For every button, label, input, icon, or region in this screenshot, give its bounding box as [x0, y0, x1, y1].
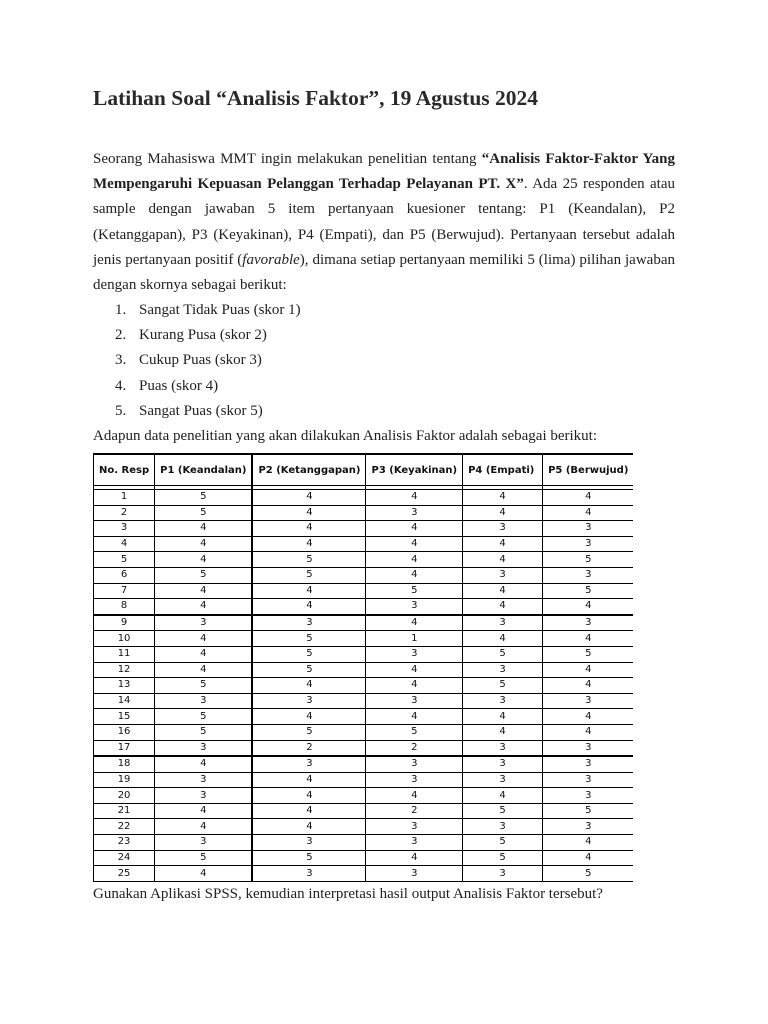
table-cell: 4 [252, 819, 366, 835]
header-no-resp: No. Resp [94, 454, 155, 486]
table-cell: 4 [366, 552, 463, 568]
table-cell: 3 [155, 835, 253, 851]
table-cell: 5 [252, 567, 366, 583]
table-cell: 3 [543, 756, 634, 772]
table-cell: 4 [155, 521, 253, 537]
table-cell: 4 [543, 505, 634, 521]
table-cell: 4 [155, 536, 253, 552]
table-cell: 23 [94, 835, 155, 851]
table-cell: 5 [463, 835, 543, 851]
list-item [115, 399, 301, 424]
table-cell: 3 [366, 505, 463, 521]
table-cell: 4 [463, 583, 543, 599]
header-p1: P1 (Keandalan) [155, 454, 253, 486]
header-p2: P2 (Ketanggapan) [252, 454, 366, 486]
table-cell: 3 [463, 693, 543, 709]
table-cell: 3 [543, 819, 634, 835]
table-cell: 4 [463, 552, 543, 568]
table-cell: 16 [94, 724, 155, 740]
table-row [94, 521, 634, 537]
table-cell: 2 [252, 740, 366, 756]
table-cell: 4 [155, 803, 253, 819]
table-row [94, 552, 634, 568]
table-cell: 3 [543, 772, 634, 788]
intro-text-1: Seorang Mahasiswa MMT ingin melakukan penelitian tentang [93, 151, 482, 167]
intro-italic-term: favorable [242, 251, 300, 268]
table-cell: 3 [463, 866, 543, 882]
table-cell: 4 [366, 678, 463, 694]
table-cell: 5 [155, 709, 253, 725]
table-cell: 21 [94, 803, 155, 819]
table-cell: 3 [252, 615, 366, 631]
intro-paragraph [93, 147, 675, 298]
list-label: Kurang Pusa (skor 2) [139, 327, 267, 344]
table-cell: 2 [94, 505, 155, 521]
list-label: Sangat Tidak Puas (skor 1) [139, 302, 301, 318]
table-row [94, 567, 634, 583]
table-cell: 4 [463, 505, 543, 521]
table-cell: 4 [252, 490, 366, 506]
table-row [94, 583, 634, 599]
table-cell: 3 [463, 819, 543, 835]
table-header-row [94, 454, 634, 486]
table-cell: 3 [366, 646, 463, 662]
table-cell: 1 [94, 490, 155, 506]
table-cell: 20 [94, 788, 155, 804]
table-cell: 5 [543, 803, 634, 819]
table-row [94, 599, 634, 615]
table-cell: 11 [94, 646, 155, 662]
table-cell: 5 [366, 724, 463, 740]
list-item [115, 323, 301, 348]
table-cell: 3 [543, 536, 634, 552]
table-cell: 3 [252, 693, 366, 709]
table-cell: 4 [463, 788, 543, 804]
table-cell: 4 [463, 724, 543, 740]
table-row [94, 866, 634, 882]
table-row [94, 740, 634, 756]
table-cell: 5 [94, 552, 155, 568]
table-row [94, 536, 634, 552]
table-cell: 7 [94, 583, 155, 599]
table-cell: 5 [366, 583, 463, 599]
table-cell: 5 [252, 850, 366, 866]
table-cell: 4 [252, 536, 366, 552]
research-title: “Analisis Faktor-Faktor Yang Mempengaruhi Kepuasan Pelanggan Terhadap Pelayanan PT. X” [93, 151, 675, 193]
table-row [94, 772, 634, 788]
score-options-list [115, 298, 301, 424]
table-cell: 4 [252, 521, 366, 537]
table-cell: 4 [366, 521, 463, 537]
table-cell: 8 [94, 599, 155, 615]
table-cell: 2 [366, 803, 463, 819]
header-p3: P3 (Keyakinan) [366, 454, 463, 486]
table-cell: 4 [252, 583, 366, 599]
table-cell: 4 [463, 709, 543, 725]
table-cell: 3 [155, 788, 253, 804]
table-cell: 3 [155, 740, 253, 756]
table-cell: 4 [463, 490, 543, 506]
intro-text-3: ), dimana setiap pertanyaan memiliki 5 (lima) pilihan jawaban dengan skornya sebagai berikut: [93, 251, 675, 294]
table-cell: 3 [366, 756, 463, 772]
table-cell: 4 [366, 662, 463, 678]
table-cell: 3 [543, 567, 634, 583]
table-cell: 3 [463, 567, 543, 583]
table-cell: 4 [543, 724, 634, 740]
table-cell: 4 [155, 662, 253, 678]
table-cell: 4 [463, 631, 543, 647]
table-cell: 5 [463, 803, 543, 819]
table-cell: 4 [543, 599, 634, 615]
table-cell: 14 [94, 693, 155, 709]
table-row [94, 505, 634, 521]
table-cell: 3 [252, 835, 366, 851]
table-row [94, 678, 634, 694]
table-cell: 3 [543, 788, 634, 804]
table-cell: 17 [94, 740, 155, 756]
table-cell: 4 [252, 505, 366, 521]
table-body [94, 486, 634, 882]
table-cell: 5 [543, 646, 634, 662]
table-row [94, 819, 634, 835]
table-cell: 3 [463, 756, 543, 772]
table-cell: 4 [252, 803, 366, 819]
table-cell: 4 [155, 583, 253, 599]
table-cell: 4 [155, 756, 253, 772]
header-p5: P5 (Berwujud) [543, 454, 634, 486]
data-table [93, 453, 633, 882]
table-cell: 5 [463, 678, 543, 694]
table-cell: 4 [543, 631, 634, 647]
table-cell: 5 [155, 724, 253, 740]
table-cell: 4 [155, 599, 253, 615]
table-row [94, 693, 634, 709]
table-cell: 4 [252, 772, 366, 788]
table-cell: 5 [252, 552, 366, 568]
table-cell: 3 [543, 521, 634, 537]
table-cell: 5 [463, 646, 543, 662]
table-cell: 2 [366, 740, 463, 756]
table-cell: 3 [366, 866, 463, 882]
table-cell: 5 [252, 662, 366, 678]
table-cell: 4 [543, 490, 634, 506]
table-cell: 4 [155, 646, 253, 662]
table-lead-text: Adapun data penelitian yang akan dilakukan Analisis Faktor adalah sebagai berikut: [93, 428, 598, 444]
table-row [94, 788, 634, 804]
intro-text-2: . Ada 25 responden atau sample dengan jawaban 5 item pertanyaan kuesioner tentang: P1 (Keandalan), P2 (Ketanggapan), P3 (Keyakinan), P4 (Empati), dan P5 (Berwujud). Pertanyaan tersebut adalah jenis pertanyaan positif ( [93, 176, 675, 268]
table-cell: 3 [252, 756, 366, 772]
table-cell: 4 [543, 678, 634, 694]
table-cell: 3 [463, 521, 543, 537]
table-cell: 4 [543, 662, 634, 678]
table-cell: 9 [94, 615, 155, 631]
table-cell: 1 [366, 631, 463, 647]
table-cell: 4 [155, 631, 253, 647]
table-cell: 5 [155, 490, 253, 506]
table-cell: 4 [252, 599, 366, 615]
table-cell: 22 [94, 819, 155, 835]
table-cell: 4 [366, 490, 463, 506]
table-cell: 5 [252, 631, 366, 647]
table-cell: 5 [543, 583, 634, 599]
table-cell: 4 [366, 850, 463, 866]
table-cell: 10 [94, 631, 155, 647]
table-cell: 5 [463, 850, 543, 866]
table-cell: 4 [155, 819, 253, 835]
table-row [94, 803, 634, 819]
table-cell: 3 [366, 772, 463, 788]
table-cell: 4 [463, 536, 543, 552]
table-cell: 3 [463, 740, 543, 756]
table-cell: 4 [366, 567, 463, 583]
list-label: Cukup Puas (skor 3) [139, 352, 262, 369]
table-cell: 4 [543, 709, 634, 725]
table-row [94, 724, 634, 740]
table-cell: 18 [94, 756, 155, 772]
table-cell: 4 [94, 536, 155, 552]
table-cell: 15 [94, 709, 155, 725]
list-item [115, 298, 301, 323]
header-p4: P4 (Empati) [463, 454, 543, 486]
table-cell: 5 [155, 567, 253, 583]
table-cell: 13 [94, 678, 155, 694]
list-item [115, 348, 301, 373]
list-label: Sangat Puas (skor 5) [139, 402, 263, 419]
table-cell: 3 [366, 819, 463, 835]
table-cell: 3 [463, 772, 543, 788]
closing-question: Gunakan Aplikasi SPSS, kemudian interpretasi hasil output Analisis Faktor tersebut? [93, 886, 603, 902]
list-number: 5. [115, 402, 127, 419]
list-number: 3. [115, 352, 127, 369]
table-cell: 4 [366, 536, 463, 552]
table-row [94, 631, 634, 647]
table-cell: 12 [94, 662, 155, 678]
table-cell: 3 [543, 693, 634, 709]
table-cell: 4 [543, 850, 634, 866]
page-title: Latihan Soal “Analisis Faktor”, 19 Agustus 2024 [93, 86, 539, 110]
table-cell: 4 [155, 866, 253, 882]
list-number: 4. [115, 377, 127, 394]
table-cell: 3 [366, 835, 463, 851]
table-cell: 25 [94, 866, 155, 882]
table-cell: 5 [155, 850, 253, 866]
table-cell: 3 [463, 662, 543, 678]
table-cell: 4 [366, 615, 463, 631]
table-cell: 3 [366, 599, 463, 615]
table-row [94, 615, 634, 631]
table-cell: 3 [543, 740, 634, 756]
table-cell: 6 [94, 567, 155, 583]
table-row [94, 646, 634, 662]
table-cell: 4 [155, 552, 253, 568]
list-number: 1. [115, 302, 127, 318]
table-cell: 5 [543, 552, 634, 568]
table-cell: 3 [543, 615, 634, 631]
table-cell: 5 [543, 866, 634, 882]
table-cell: 19 [94, 772, 155, 788]
list-item [115, 374, 301, 399]
table-cell: 3 [366, 693, 463, 709]
table-row [94, 756, 634, 772]
table-row [94, 835, 634, 851]
table-cell: 4 [366, 709, 463, 725]
list-label: Puas (skor 4) [139, 377, 219, 394]
table-cell: 3 [463, 615, 543, 631]
table-cell: 5 [155, 505, 253, 521]
table-cell: 4 [252, 709, 366, 725]
table-cell: 4 [252, 788, 366, 804]
table-cell: 4 [543, 835, 634, 851]
table-cell: 5 [252, 646, 366, 662]
table-cell: 3 [155, 615, 253, 631]
table-cell: 24 [94, 850, 155, 866]
table-cell: 4 [252, 678, 366, 694]
table-cell: 3 [94, 521, 155, 537]
table-row [94, 850, 634, 866]
table-row [94, 490, 634, 506]
list-number: 2. [115, 327, 127, 344]
table-row [94, 709, 634, 725]
table-cell: 5 [155, 678, 253, 694]
table-cell: 3 [155, 772, 253, 788]
table-cell: 3 [155, 693, 253, 709]
table-cell: 3 [252, 866, 366, 882]
table-cell: 5 [252, 724, 366, 740]
table-cell: 4 [366, 788, 463, 804]
table-row [94, 662, 634, 678]
table-cell: 4 [463, 599, 543, 615]
